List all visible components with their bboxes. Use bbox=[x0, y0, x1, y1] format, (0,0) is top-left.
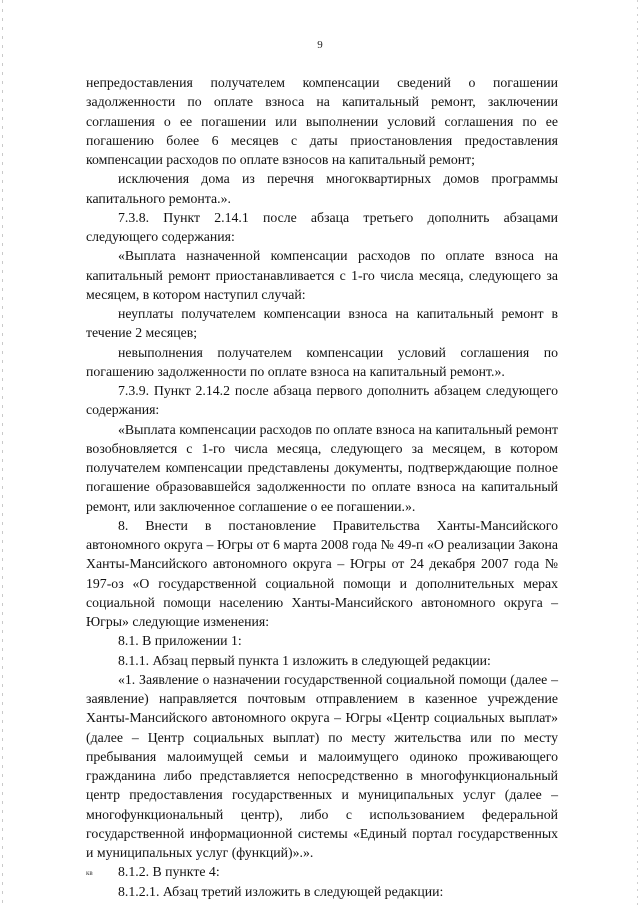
paragraph: 8.1. В приложении 1: bbox=[118, 633, 242, 649]
paragraph: непредоставления получателем компенсации сведений о погашении задолженности по оплате взноса на капитальный ремонт, заключении соглашения о ее погашении или выполнении условий соглашения по ее погашению более 6 месяцев с даты приостановления предоставления компенсации расходов по оплате взносов на капитальный ремонт; bbox=[86, 75, 558, 167]
paragraph: «Выплата компенсации расходов по оплате взноса на капитальный ремонт возобновляется с 1-го числа месяца, следующего за месяцем, в котором получателем компенсации представлены документы, подтверждающие полное погашение образовавшейся задолженности по оплате взноса на капитальный ремонт, или заключенное соглашение о ее погашении.». bbox=[86, 421, 558, 514]
scan-edge-left bbox=[2, 0, 3, 905]
paragraph: невыполнения получателем компенсации условий соглашения по погашению задолженности по оплате взноса на капитальный ремонт.». bbox=[86, 344, 558, 379]
footer-mark: кв bbox=[86, 869, 93, 877]
paragraph: 7.3.9. Пункт 2.14.2 после абзаца первого дополнить абзацем следующего содержания: bbox=[86, 383, 558, 418]
page-number: 9 bbox=[317, 39, 323, 51]
scan-edge-right bbox=[637, 0, 638, 905]
paragraph: 8.1.1. Абзац первый пункта 1 изложить в следующей редакции: bbox=[118, 652, 491, 668]
paragraph: «Выплата назначенной компенсации расходов по оплате взноса на капитальный ремонт приостанавливается с 1-го числа месяца, следующего за месяцем, в котором наступил случай: bbox=[86, 248, 558, 302]
paragraph: 8. Внести в постановление Правительства Ханты-Мансийского автономного округа – Югры от 6 марта 2008 года № 49-п «О реализации Закона Ханты-Мансийского автономного округа – Югры от 24 декабря 2007 года № 197-оз «О государственной социальной помощи и дополнительных мерах социальной помощи населению Ханты-Мансийского автономного округа – Югры» следующие изменения: bbox=[86, 517, 558, 629]
document-body bbox=[86, 73, 558, 901]
paragraph: 7.3.8. Пункт 2.14.1 после абзаца третьего дополнить абзацами следующего содержания: bbox=[86, 209, 558, 244]
paragraph: исключения дома из перечня многоквартирных домов программы капитального ремонта.». bbox=[86, 171, 558, 206]
paragraph: «1. Заявление о назначении государственной социальной помощи (далее – заявление) направляется почтовым отправлением в казенное учреждение Ханты-Мансийского автономного округа – Югры «Центр социальных выплат» (далее – Центр социальных выплат) по месту жительства или по месту пребывания малоимущей семьи и малоимущего одиноко проживающего гражданина либо представляется непосредственно в многофункциональный центр предоставления государственных и муниципальных услуг (далее – многофункциональный центр), либо с использованием федеральной государственной информационной системы «Единый портал государственных и муниципальных услуг (функций)».». bbox=[86, 671, 558, 860]
paragraph: 8.1.2. В пункте 4: bbox=[118, 864, 220, 880]
paragraph: неуплаты получателем компенсации взноса на капитальный ремонт в течение 2 месяцев; bbox=[86, 306, 558, 341]
paragraph: 8.1.2.1. Абзац третий изложить в следующей редакции: bbox=[118, 883, 444, 899]
